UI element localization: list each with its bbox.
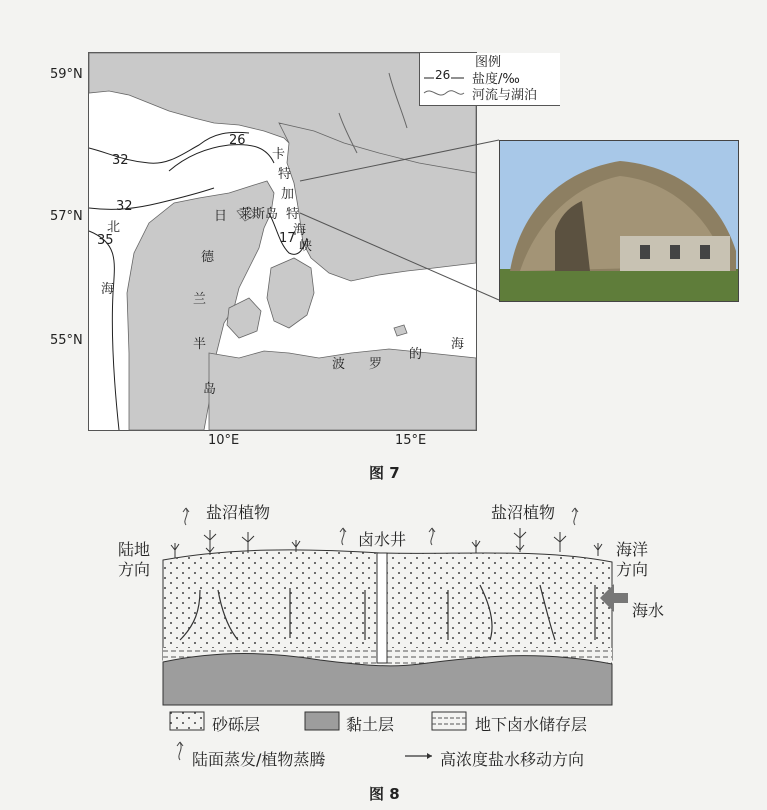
sea-direction-2: 方向 [616, 560, 649, 579]
evaporation-swatch [177, 742, 183, 760]
legend-river-label: 河流与湖泊 [472, 88, 538, 103]
isohaline-label-17: 17 [279, 231, 296, 246]
seawater-label: 海水 [632, 601, 665, 620]
kattegat-char-1: 卡 [272, 147, 286, 162]
fig7-caption: 图 7 [369, 464, 400, 482]
lon-label-10: 10°E [208, 433, 240, 448]
isohaline-label-26: 26 [229, 133, 246, 148]
kattegat-char-5: 海 [293, 223, 307, 238]
laeso-label: 莱斯岛 [239, 207, 279, 222]
legend-brine-layer-label: 地下卤水储存层 [475, 715, 588, 734]
jutland-char-4: 半 [193, 337, 207, 352]
legend-title: 图例 [475, 55, 502, 70]
isohaline-label-35: 35 [97, 233, 114, 248]
isohaline-label-32-north: 32 [112, 153, 129, 168]
legend-gravel-label: 砂砾层 [212, 715, 261, 734]
jutland-char-2: 德 [201, 250, 215, 265]
kattegat-char-6: 峡 [299, 239, 313, 254]
salt-marsh-label-left: 盐沼植物 [206, 503, 271, 522]
north-sea-char-1: 北 [107, 220, 121, 235]
baltic-char-4: 海 [451, 337, 465, 352]
legend-salinity-number: 26 [435, 68, 451, 82]
lon-label-15: 15°E [395, 433, 427, 448]
baltic-char-2: 罗 [369, 357, 383, 372]
kattegat-char-2: 特 [278, 167, 292, 182]
sea-direction-1: 海洋 [616, 540, 649, 559]
clay-swatch [305, 712, 339, 730]
lat-label-59: 59°N [50, 67, 83, 82]
lat-label-57: 57°N [50, 209, 83, 224]
baltic-char-1: 波 [332, 357, 346, 372]
jutland-char-5: 岛 [203, 382, 217, 397]
kattegat-char-3: 加 [281, 187, 295, 202]
legend-evaporation-label: 陆面蒸发/植物蒸腾 [192, 750, 326, 769]
lat-label-55: 55°N [50, 333, 83, 348]
kattegat-char-4: 特 [286, 207, 300, 222]
land-direction-1: 陆地 [118, 540, 151, 559]
gravel-swatch [170, 712, 204, 730]
land-direction-2: 方向 [118, 560, 151, 579]
salt-marsh-label-right: 盐沼植物 [491, 503, 556, 522]
jutland-char-3: 兰 [193, 292, 207, 307]
fig8-caption: 图 8 [369, 785, 400, 803]
jutland-char-1: 日 [214, 209, 228, 224]
legend-clay-label: 黏土层 [346, 715, 395, 734]
legend-salinity-label: 盐度/‰ [472, 72, 520, 87]
brine-swatch [432, 712, 466, 730]
baltic-char-3: 的 [409, 347, 423, 362]
brine-well-label: 卤水井 [358, 530, 407, 549]
legend-brine-flow-label: 高浓度盐水移动方向 [440, 750, 585, 769]
isohaline-label-32-south: 32 [116, 199, 133, 214]
north-sea-char-2: 海 [101, 282, 115, 297]
